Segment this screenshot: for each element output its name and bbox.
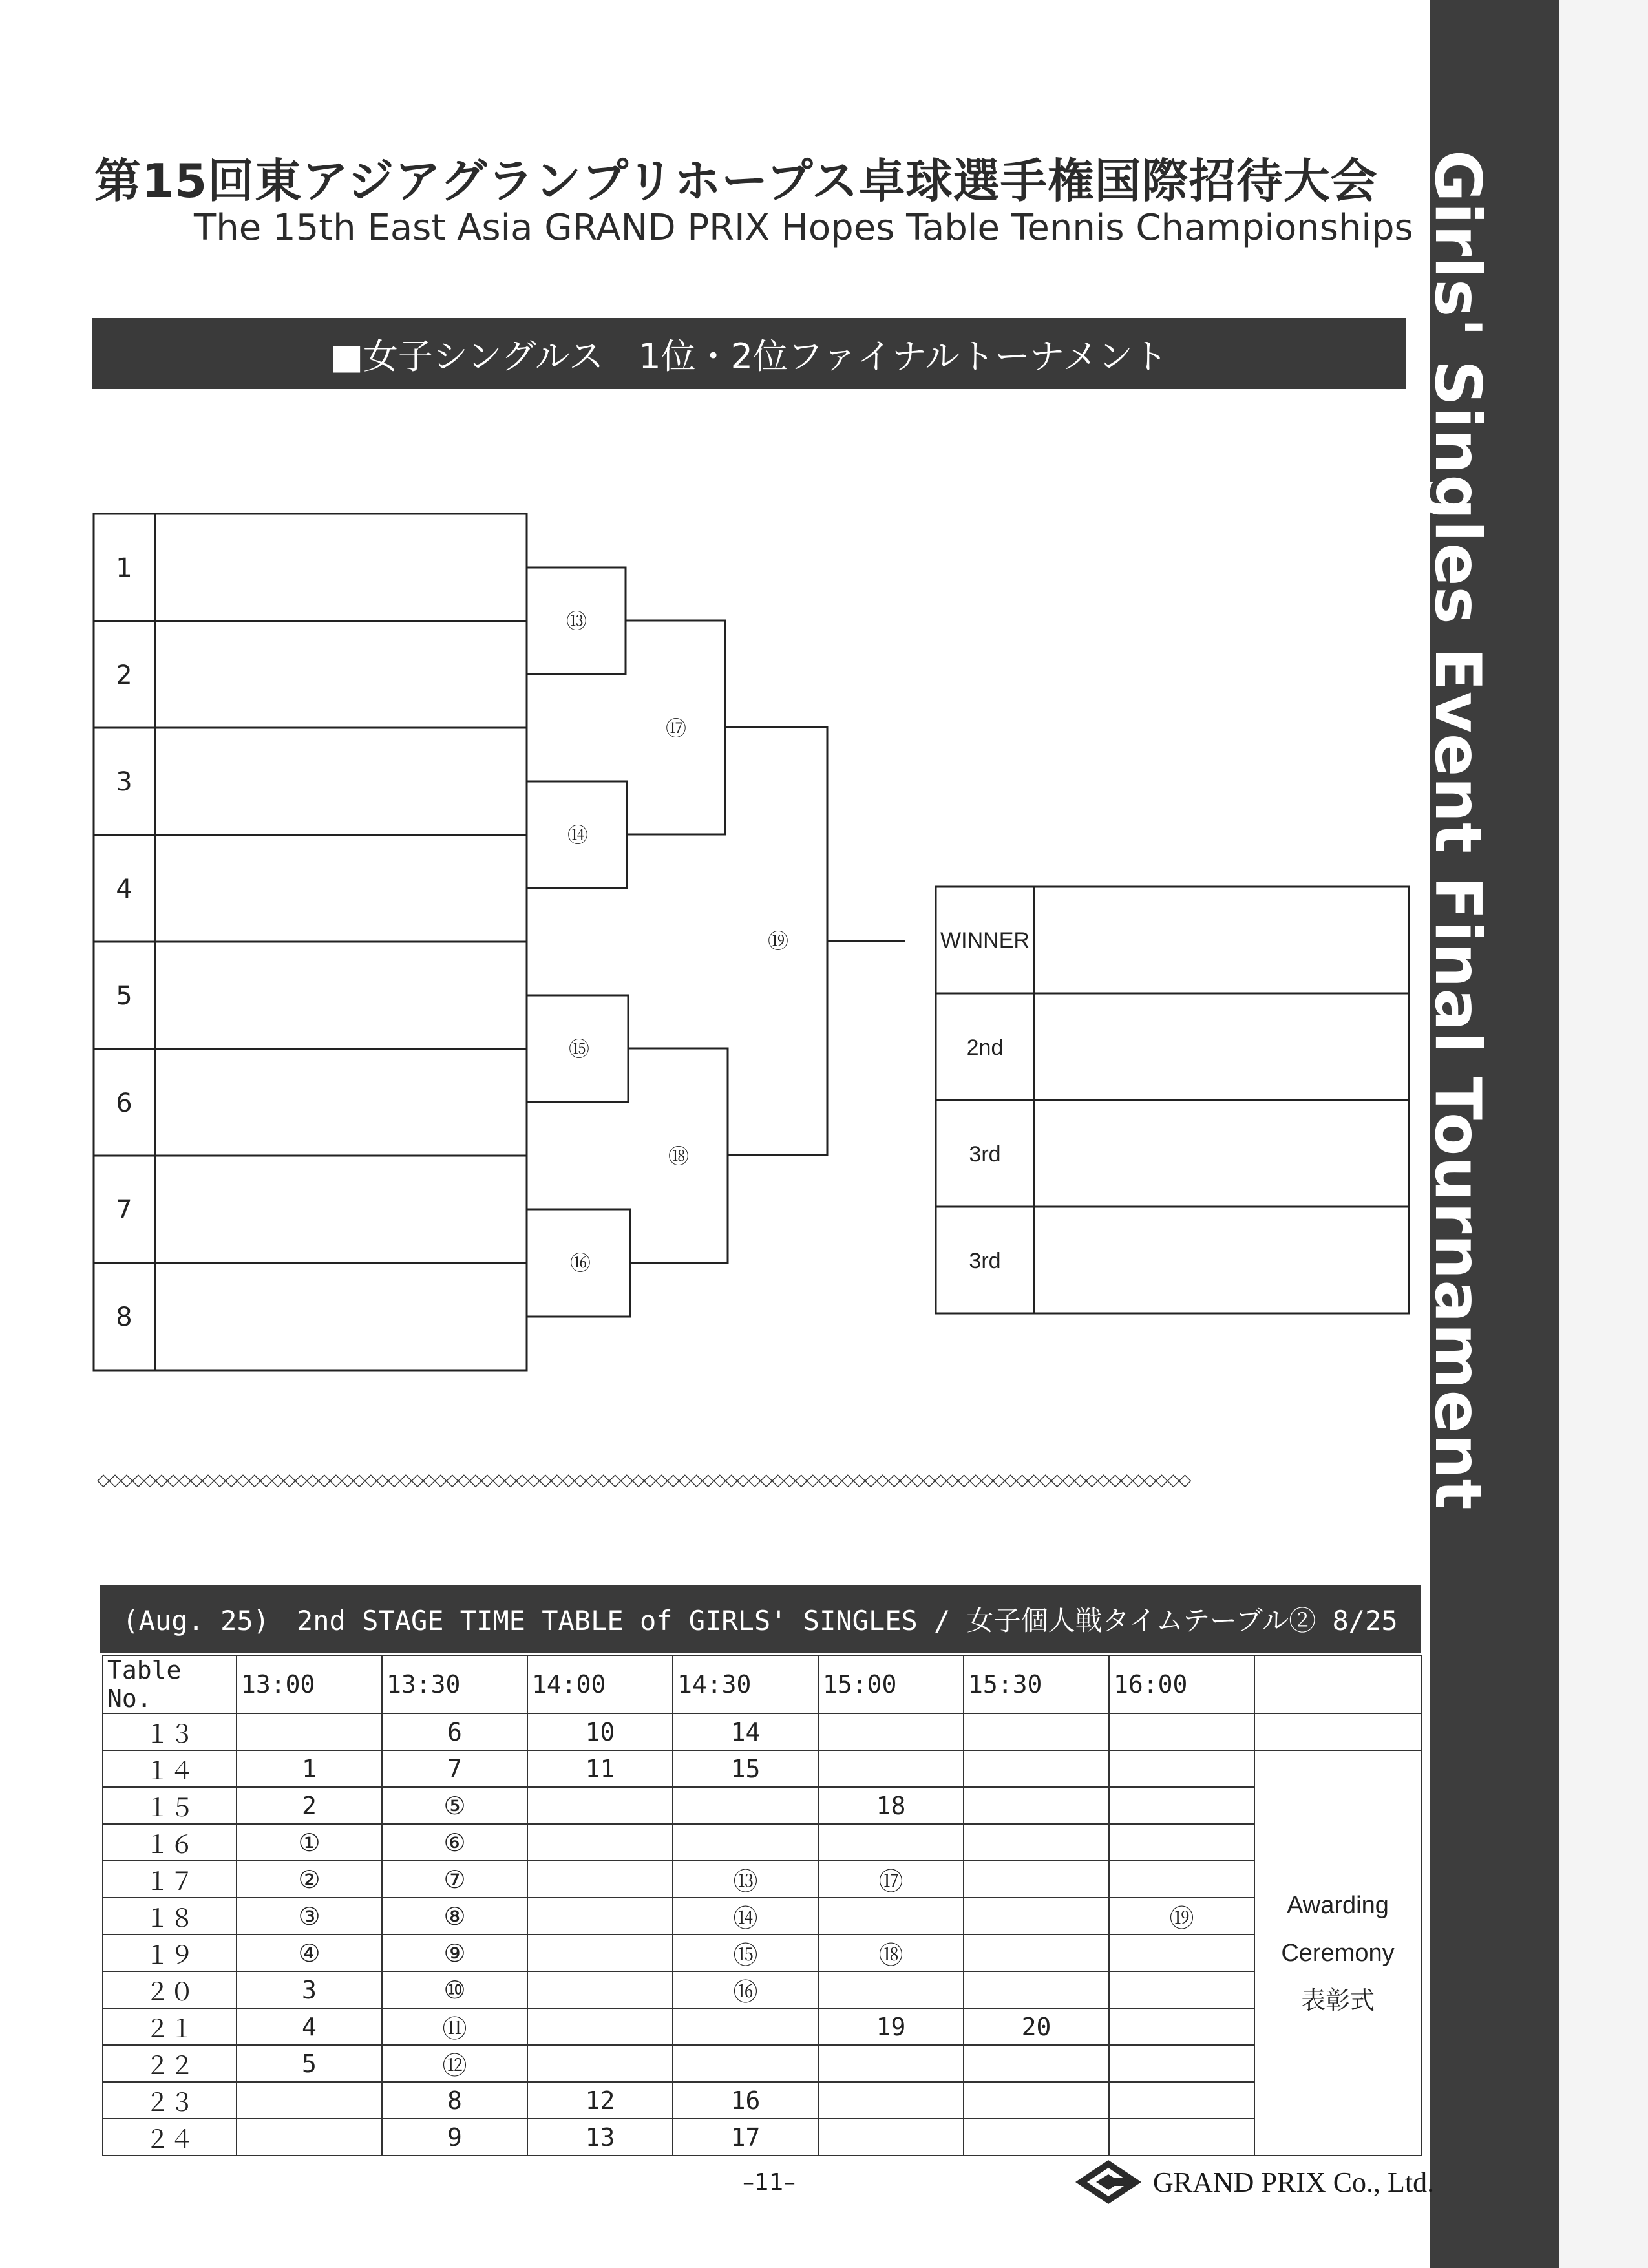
cell [1254,1713,1421,1750]
cell: ⑱ [818,1934,964,1971]
page-edge [1559,0,1648,2268]
awarding-ceremony-cell [1254,1750,1421,2156]
cell: 12 [527,2082,673,2119]
cell [237,1713,382,1750]
cell [673,1787,818,1824]
seed-number: 1 [116,553,132,583]
cell: ② [237,1861,382,1898]
match-label-16: ⑯ [569,1251,591,1275]
cell [818,2119,964,2156]
column-header: Table No. [103,1655,237,1713]
seed-number: 2 [116,661,132,690]
cell [1109,1934,1254,1971]
cell [964,2045,1109,2082]
cell [1109,2082,1254,2119]
cell [527,1787,673,1824]
cell [527,1971,673,2008]
cell [237,2082,382,2119]
cell: ⑫ [382,2045,527,2082]
award-line: Ceremony [1281,1939,1395,1967]
cell: 17 [673,2119,818,2156]
cell [964,1861,1109,1898]
cell [964,2082,1109,2119]
cell: 4 [237,2008,382,2045]
cell [237,2119,382,2156]
page-number: –11– [743,2169,796,2196]
cell: ① [237,1824,382,1861]
section-title: ■女子シングルス 1位・2位ファイナルトーナメント [330,335,1168,377]
table-number: １７ [103,1861,237,1898]
cell [964,2119,1109,2156]
cell [818,2045,964,2082]
cell: ⑧ [382,1898,527,1934]
table-row [103,2119,1421,2156]
match-label-17: ⑰ [665,716,687,741]
cell [818,2082,964,2119]
cell: ⑪ [382,2008,527,2045]
cell [1109,1824,1254,1861]
column-header: 13:30 [382,1655,527,1713]
table-number: １４ [103,1750,237,1787]
cell [1109,1713,1254,1750]
cell [818,1824,964,1861]
cell: 1 [237,1750,382,1787]
column-header: 14:00 [527,1655,673,1713]
cell: ③ [237,1898,382,1934]
cell: 3 [237,1971,382,2008]
match-label-13: ⑬ [565,609,587,633]
table-number: ２２ [103,2045,237,2082]
cell: ⑰ [818,1861,964,1898]
cell [1109,1971,1254,2008]
cell [527,1898,673,1934]
column-header [1254,1655,1421,1713]
cell: 7 [382,1750,527,1787]
table-row [103,1750,1421,1787]
seed-number: 7 [116,1195,132,1225]
seed-number: 6 [116,1088,132,1118]
column-header: 14:30 [673,1655,818,1713]
result-label-3rd: 3rd [969,1249,1001,1273]
seed-number: 5 [116,981,132,1011]
seed-number: 8 [116,1302,132,1332]
table-number: ２１ [103,2008,237,2045]
cell [964,1750,1109,1787]
cell: ⑬ [673,1861,818,1898]
match-label-14: ⑭ [567,823,589,847]
cell: 16 [673,2082,818,2119]
cell: 5 [237,2045,382,2082]
cell [1109,2045,1254,2082]
cell [964,1787,1109,1824]
column-header: 16:00 [1109,1655,1254,1713]
table-row [103,1861,1421,1898]
cell: ⑯ [673,1971,818,2008]
cell [1109,1861,1254,1898]
cell [964,1713,1109,1750]
cell: ⑦ [382,1861,527,1898]
table-row [103,2082,1421,2119]
seed-number: 3 [116,767,132,797]
grand-prix-logo-icon [1073,2159,1144,2205]
cell: ⑲ [1109,1898,1254,1934]
result-label-2nd: 2nd [966,1035,1004,1060]
cell: 6 [382,1713,527,1750]
cell: ⑩ [382,1971,527,2008]
cell [673,2045,818,2082]
title-japanese: 第15回東アジアグランプリホープス卓球選手権国際招待大会 [94,154,1378,208]
cell [964,1824,1109,1861]
cell: ⑨ [382,1934,527,1971]
cell: 10 [527,1713,673,1750]
company-name: GRAND PRIX Co., Ltd. [1153,2166,1435,2198]
column-header: 15:00 [818,1655,964,1713]
timetable-header [100,1585,1421,1653]
cell: ⑥ [382,1824,527,1861]
result-label-winner: WINNER [940,928,1030,953]
table-number: ２４ [103,2119,237,2156]
cell: 2 [237,1787,382,1824]
company-logo [1073,2159,1434,2205]
cell: ⑮ [673,1934,818,1971]
diamond-divider: ◇◇◇◇◇◇◇◇◇◇◇◇◇◇◇◇◇◇◇◇◇◇◇◇◇◇◇◇◇◇◇◇◇◇◇◇◇◇◇◇◇◇◇◇◇◇◇◇◇◇◇◇◇◇◇◇◇◇◇◇◇◇◇◇◇◇◇◇◇◇◇◇◇◇◇◇◇◇◇◇◇◇◇◇◇◇◇◇◇◇◇◇◇◇ [97,1470,1190,1490]
cell [818,1713,964,1750]
table-row [103,1787,1421,1824]
table-row [103,1971,1421,2008]
cell [818,1750,964,1787]
cell [964,1971,1109,2008]
column-header: 15:30 [964,1655,1109,1713]
table-number: ２３ [103,2082,237,2119]
timetable-header-row [103,1655,1421,1713]
cell [1109,1750,1254,1787]
cell [1109,1787,1254,1824]
cell: 19 [818,2008,964,2045]
table-number: １６ [103,1824,237,1861]
cell [673,1824,818,1861]
result-label-3rd: 3rd [969,1142,1001,1167]
table-row [103,1934,1421,1971]
award-line: 表彰式 [1300,1987,1375,2015]
cell [527,1934,673,1971]
table-number: １９ [103,1934,237,1971]
cell: ⑤ [382,1787,527,1824]
cell [964,1934,1109,1971]
table-number: １８ [103,1898,237,1934]
award-line: Awarding [1287,1891,1389,1919]
cell: 15 [673,1750,818,1787]
cell [1109,2008,1254,2045]
cell [818,1898,964,1934]
cell: 14 [673,1713,818,1750]
cell: ④ [237,1934,382,1971]
cell: 18 [818,1787,964,1824]
cell: 9 [382,2119,527,2156]
cell [1109,2119,1254,2156]
cell: 11 [527,1750,673,1787]
match-label-19: ⑲ [767,929,789,953]
timetable-title: (Aug. 25) 2nd STAGE TIME TABLE of GIRLS' SINGLES / 女子個人戦タイムテーブル② 8/25 [122,1605,1398,1637]
side-banner-title: Girls' Singles Event Final Tournament [1421,150,1494,1510]
table-number: １３ [103,1713,237,1750]
cell: 20 [964,2008,1109,2045]
match-label-15: ⑮ [568,1037,590,1061]
cell: 8 [382,2082,527,2119]
cell [527,1824,673,1861]
table-row [103,1898,1421,1934]
table-row [103,1824,1421,1861]
table-row [103,2045,1421,2082]
table-number: １５ [103,1787,237,1824]
cell: ⑭ [673,1898,818,1934]
timetable [102,1655,1422,2156]
table-row [103,2008,1421,2045]
cell [527,1861,673,1898]
column-header: 13:00 [237,1655,382,1713]
table-number: ２０ [103,1971,237,2008]
cell [527,2045,673,2082]
cell: 13 [527,2119,673,2156]
cell [527,2008,673,2045]
cell [673,2008,818,2045]
match-label-18: ⑱ [668,1144,690,1169]
table-row [103,1713,1421,1750]
cell [818,1971,964,2008]
seed-number: 4 [116,874,132,904]
title-english: The 15th East Asia GRAND PRIX Hopes Table Tennis Championships [194,207,1413,249]
seed-row-lines [94,621,527,1263]
cell [964,1898,1109,1934]
